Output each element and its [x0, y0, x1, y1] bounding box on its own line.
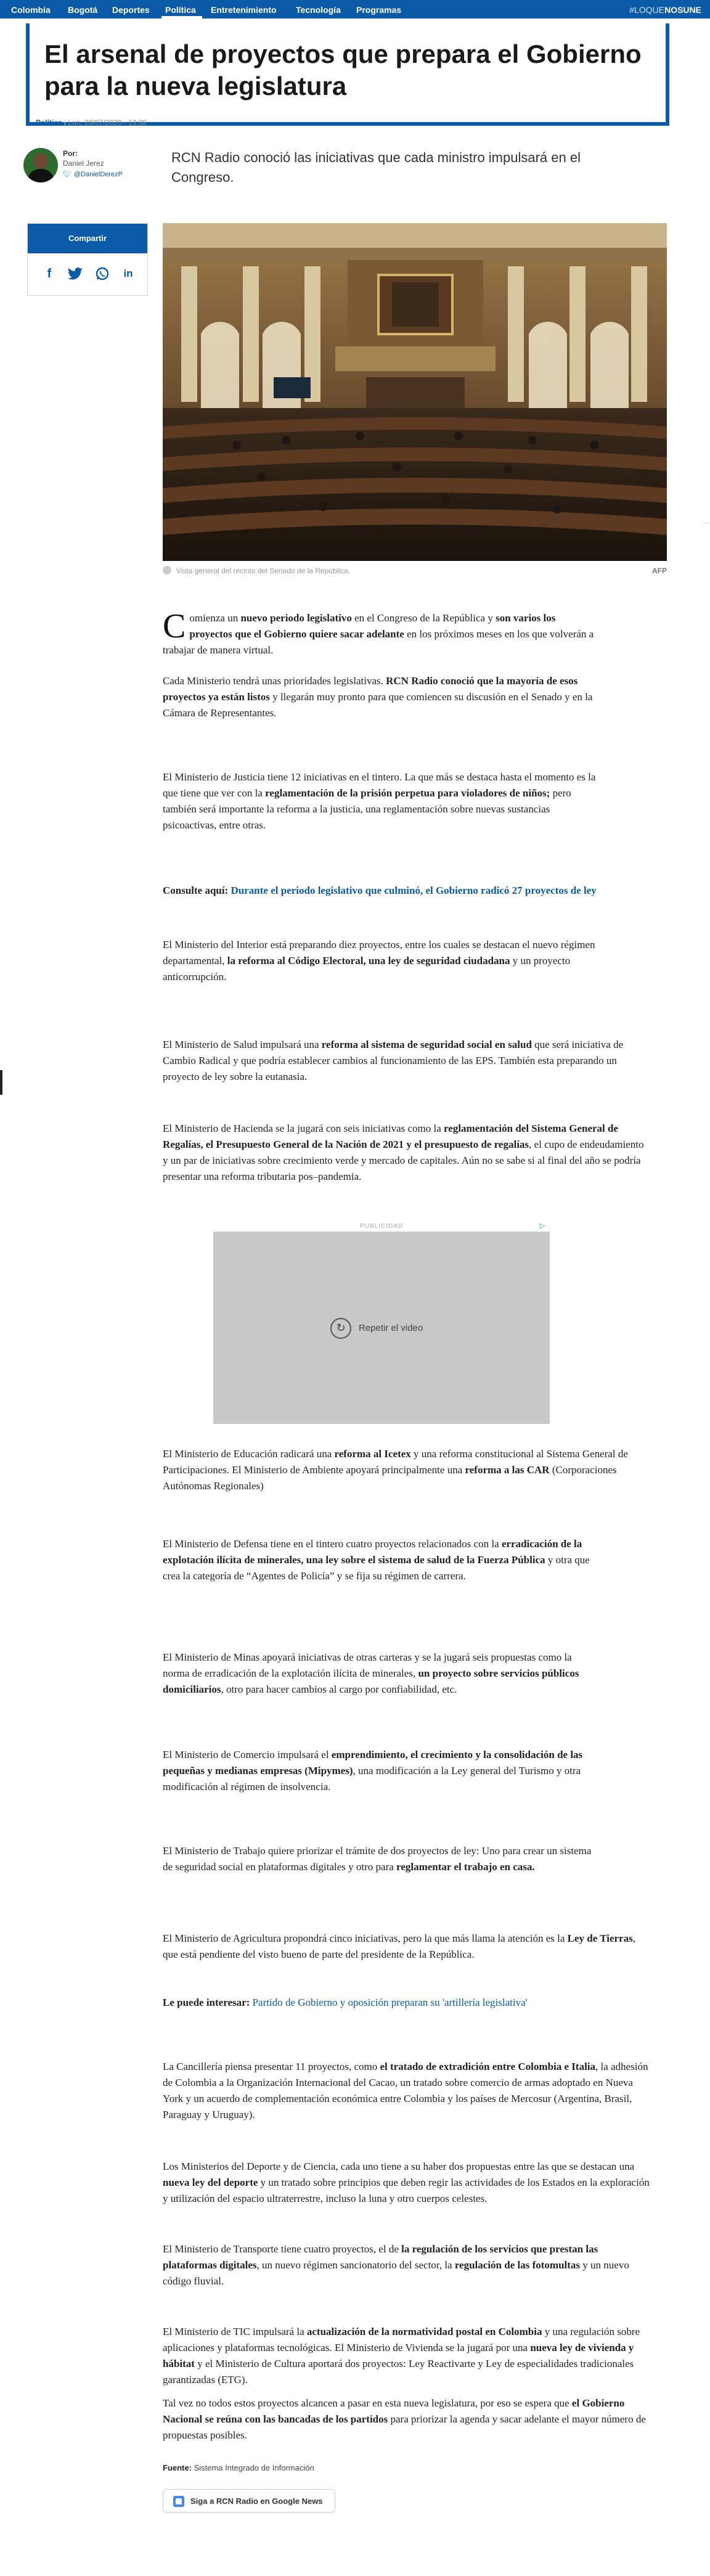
- article-date: Lun, 20/07/2020 - 13:38: [68, 118, 147, 127]
- p6-bold-b: reforma al sistema de seguridad social en salud: [321, 1039, 532, 1050]
- facebook-icon[interactable]: f: [47, 267, 52, 280]
- p1-bold-b: nuevo periodo legislativo: [240, 612, 352, 624]
- paragraph-5: [163, 937, 600, 985]
- p8-text-c: y una reforma constitucional al Sistema General de Participaciones. El Ministerio de Ambiente apoyará principalmente una: [163, 1448, 628, 1476]
- nav-item-deportes[interactable]: Deportes: [112, 5, 150, 15]
- share-icons: [40, 264, 139, 283]
- p11-text-a: El Ministerio de Comercio impulsará el: [163, 1749, 332, 1760]
- p9-text-c: y otra que crea la categoría de “Agentes de Policía” y se fija su régimen de carrera.: [163, 1554, 590, 1582]
- ad-video-player[interactable]: [213, 1232, 550, 1424]
- interesar-label: Le puede interesar:: [163, 1997, 253, 2008]
- p2-text-c: y llegarán muy pronto para que comiencen su discusión en el Senado y en la Cámara de Representantes.: [163, 691, 593, 719]
- p19-bold-b: el Gobierno Nacional se reúna con las bancadas de los partidos: [163, 2397, 625, 2425]
- author-avatar[interactable]: [23, 148, 58, 182]
- author-prefix: Por:: [63, 149, 78, 158]
- p1-bold-d: son varios los proyectos que el Gobierno quiere sacar adelante: [189, 612, 556, 640]
- twitter-icon[interactable]: [66, 264, 84, 283]
- p8-text-e: (Corporaciones Autónomas Regionales): [163, 1464, 617, 1492]
- image-caption-row: [163, 562, 667, 579]
- p2-bold-b: RCN Radio conoció que la mayoría de esos proyectos ya están listos: [163, 675, 578, 703]
- p8-bold-d: reforma a las CAR: [465, 1464, 550, 1476]
- linkedin-icon[interactable]: in: [123, 268, 133, 279]
- paragraph-8: [163, 1446, 650, 1494]
- google-news-button[interactable]: [163, 2489, 335, 2513]
- nav-item-colombia[interactable]: Colombia: [11, 5, 51, 15]
- p17-text-e: y un nuevo código fluvial.: [163, 2259, 629, 2287]
- image-caption: Vista general del recinto del Senado de la República.: [176, 566, 350, 575]
- author-handle[interactable]: [63, 170, 123, 178]
- p1-text-c: en el Congreso de la República y: [351, 612, 496, 624]
- p7-text-a: El Ministerio de Hacienda se la jugará con seis iniciativas como la: [163, 1122, 444, 1134]
- p12-bold-b: reglamentar el trabajo en casa.: [396, 1861, 535, 1873]
- p3-bold-b: reglamentación de la prisión perpetua para violadores de niños;: [265, 787, 550, 799]
- p18-bold-b: actualización de la normatividad postal en Colombia: [306, 2326, 542, 2337]
- p3-text-a: El Ministerio de Justicia tiene 12 iniciativas en el tintero. La que más se destaca hasta el momento es la que tiene que ver con la: [163, 771, 596, 799]
- p7-bold-b: reglamentación del Sistema General de Regalías, el Presupuesto General de la Nación de 2021 y el presupuesto de regalías: [163, 1122, 619, 1150]
- author-handle-text: @DanielDerezP: [73, 171, 123, 178]
- paragraph-17: [163, 2241, 650, 2289]
- ad-choices-icon[interactable]: ▷: [540, 1222, 545, 1230]
- consulte-label: Consulte aquí:: [163, 885, 231, 896]
- article-source: [163, 2463, 314, 2472]
- p6-text-a: El Ministerio de Salud impulsará una: [163, 1039, 322, 1050]
- related-link-2[interactable]: Partido de Gobierno y oposición preparan su 'artillería legislativa': [252, 1997, 528, 2008]
- paragraph-9: [163, 1536, 600, 1584]
- paragraph-18: [163, 2324, 650, 2388]
- paragraph-6: [163, 1037, 650, 1085]
- twitter-small-icon: 🐦︎: [63, 171, 71, 178]
- replay-label[interactable]: Repetir el video: [359, 1323, 423, 1333]
- paragraph-19: [163, 2395, 650, 2443]
- source-value: Sistema Integrado de Información: [194, 2463, 314, 2472]
- hashtag-bold: NOSUNE: [664, 5, 701, 15]
- p18-text-e: y el Ministerio de Cultura aportará dos proyectos: Ley Reactivarte y Ley de especialidades tradicionales garantizadas (ETG).: [163, 2358, 634, 2386]
- source-label: Fuente:: [163, 2463, 192, 2472]
- p19-text-c: para priorizar la agenda y sacar adelante el mayor número de propuestas posibles.: [163, 2413, 646, 2441]
- drop-cap: C: [163, 607, 186, 645]
- p3-text-c: pero también será importante la reforma a la justicia, una reglamentación sobre nuevas sustancias psicoactivas, entre otras.: [163, 787, 571, 831]
- google-news-icon: [173, 2496, 184, 2507]
- p8-bold-b: reforma al Icetex: [334, 1448, 411, 1460]
- nav-item-tecnologia[interactable]: Tecnología: [296, 5, 341, 15]
- left-edge-marker: [0, 1070, 2, 1095]
- p5-text-c: y un proyecto anticorrupción.: [163, 955, 571, 983]
- article-summary: RCN Radio conoció las iniciativas que cada ministro impulsará en el Congreso.: [171, 150, 581, 185]
- image-credit: AFP: [652, 566, 667, 575]
- share-label: Compartir: [28, 224, 147, 253]
- p10-bold-b: un proyecto sobre servicios públicos domiciliarios: [163, 1667, 579, 1695]
- paragraph-1: [163, 607, 600, 658]
- p13-text-c: , que está pendiente del visto bueno de parte del presidente de la República.: [163, 1932, 635, 1960]
- paragraph-14-interesar: [163, 1995, 600, 2011]
- author-name[interactable]: Daniel Jerez: [63, 159, 104, 168]
- article-meta: Política | Lun, 20/07/2020 - 13:38: [36, 118, 147, 127]
- p1-text-e: en los próximos meses en los que volverán a trabajar de manera virtual.: [163, 628, 594, 656]
- p2-text-a: Cada Ministerio tendrá unas prioridades legislativas.: [163, 675, 386, 687]
- p16-text-c: y un tratado sobre principios que deben regir las actividades de los Estados en la exploración y utilización del espacio ultraterrestre, incluso la luna y otro cuerpos celestes.: [163, 2177, 650, 2204]
- paragraph-13: [163, 1931, 650, 1963]
- paragraph-2: [163, 673, 600, 721]
- paragraph-3: [163, 769, 600, 833]
- p1-text-a: omienza un: [189, 612, 241, 624]
- p19-text-a: Tal vez no todos estos proyectos alcancen a pasar en esta nueva legislatura, por eso se espera que: [163, 2397, 572, 2409]
- top-nav: [0, 0, 710, 18]
- p13-bold-b: Ley de Tierras: [567, 1932, 633, 1944]
- nav-item-bogota[interactable]: Bogotá: [68, 5, 98, 15]
- p5-text-a: El Ministerio del Interior está preparando diez proyectos, entre los cuales se destacan el nuevo régimen departamental,: [163, 939, 595, 967]
- paragraph-4-consulte: [163, 883, 600, 899]
- p17-text-c: , un nuevo régimen sancionatorio del sector, la: [256, 2259, 455, 2271]
- p15-bold-b: el tratado de extradición entre Colombia e Italia: [380, 2061, 596, 2072]
- nav-active-indicator: [161, 16, 202, 18]
- headline-frame: [26, 23, 669, 126]
- p5-bold-b: la reforma al Código Electoral, una ley de seguridad ciudadana: [227, 955, 510, 967]
- nav-item-politica[interactable]: Política: [165, 5, 196, 15]
- p9-text-a: El Ministerio de Defensa tiene en el tintero cuatro proyectos relacionados con la: [163, 1538, 502, 1550]
- whatsapp-icon[interactable]: [93, 264, 112, 283]
- p17-bold-b: la regulación de los servicios que prestan las plataformas digitales: [163, 2243, 598, 2271]
- p15-text-a: La Cancillería piensa presentar 11 proyectos, como: [163, 2061, 380, 2072]
- p6-text-c: que será iniciativa de Cambio Radical y que podría establecer cambios al funcionamiento de las EPS. También esta preparando un proyecto de ley sobre la eutanasia.: [163, 1039, 624, 1082]
- p9-bold-b: erradicación de la explotación ilícita de minerales, una ley sobre el sistema de salud de la Fuerza Pública: [163, 1538, 582, 1566]
- p16-bold-b: nueva ley del deporte: [163, 2177, 258, 2188]
- p10-text-c: , otro para hacer cambios al cargo por confiabilidad, etc.: [221, 1683, 457, 1695]
- paragraph-11: [163, 1747, 600, 1795]
- p17-bold-d: regulación de las fotomultas: [454, 2259, 581, 2271]
- camera-icon: [163, 566, 171, 574]
- ad-label: PUBLICIDAD: [359, 1223, 403, 1230]
- p15-text-c: , la adhesión de Colombia a la Organización Internacional del Cacao, un tratado sobre comercio de armas adoptado en Nueva York y un acuerdo de complementación económica entre Colombia y los países de Mercosur (Argentina, Brasil, Paraguay y Uruguay).: [163, 2061, 648, 2120]
- p16-text-a: Los Ministerios del Deporte y de Ciencia, cada uno tiene a su haber dos propuestas entre las que se destacan una: [163, 2161, 635, 2172]
- paragraph-7: [163, 1121, 650, 1185]
- hashtag-prefix: #LOQUE: [629, 5, 665, 15]
- google-news-label: Siga a RCN Radio en Google News: [190, 2496, 323, 2506]
- paragraph-15: [163, 2059, 650, 2123]
- nav-item-entretenimiento[interactable]: Entretenimiento: [211, 5, 277, 15]
- p18-text-c: y una regulación sobre aplicaciones y plataformas tecnológicas. El Ministerio de Vivienda se la jugará por una: [163, 2326, 640, 2353]
- p7-text-c: , el cupo de endeudamiento y un par de iniciativas sobre crecimiento verde y mercado de capitales. Aún no se sabe si al final del año se podría presentar una reforma tributaria pos–pandemia.: [163, 1139, 644, 1182]
- p17-text-a: El Ministerio de Transporte tiene cuatro proyectos, el de: [163, 2243, 402, 2255]
- article-category[interactable]: Política: [36, 118, 62, 127]
- p18-text-a: El Ministerio de TIC impulsará la: [163, 2326, 307, 2337]
- paragraph-16: [163, 2159, 650, 2207]
- hero-image: [163, 223, 667, 561]
- paragraph-12: [163, 1843, 600, 1875]
- p8-text-a: El Ministerio de Educación radicará una: [163, 1448, 335, 1460]
- p12-text-a: El Ministerio de Trabajo quiere priorizar el trámite de dos proyectos de ley: Uno para crear un sistema de seguridad social en plataformas digitales y otro para: [163, 1845, 592, 1873]
- nav-item-programas[interactable]: Programas: [356, 5, 402, 15]
- p10-text-a: El Ministerio de Minas apoyará iniciativas de otras carteras y se la jugará seis propuestas como la norma de erradicación de la explotación ilícita de minerales,: [163, 1651, 572, 1679]
- replay-icon[interactable]: ↻: [330, 1318, 351, 1339]
- p11-bold-b: emprendimiento, el crecimiento y la consolidación de las pequeñas y medianas empresas (Mipymes): [163, 1749, 583, 1777]
- p11-text-c: , una modificación a la Ley general del Turismo y otra modificación al régimen de insolvencia.: [163, 1765, 581, 1793]
- paragraph-10: [163, 1650, 600, 1698]
- related-link-1[interactable]: Durante el periodo legislativo que culminó, el Gobierno radicó 27 proyectos de ley: [231, 885, 597, 896]
- p18-bold-d: nueva ley de vivienda y hábitat: [163, 2342, 634, 2370]
- share-box: [27, 223, 148, 296]
- hashtag-link[interactable]: [629, 5, 701, 15]
- article-title: El arsenal de proyectos que prepara el Gobierno para la nueva legislatura: [44, 39, 642, 100]
- p13-text-a: El Ministerio de Agricultura propondrá cinco iniciativas, pero la que más llama la atención es la: [163, 1932, 568, 1944]
